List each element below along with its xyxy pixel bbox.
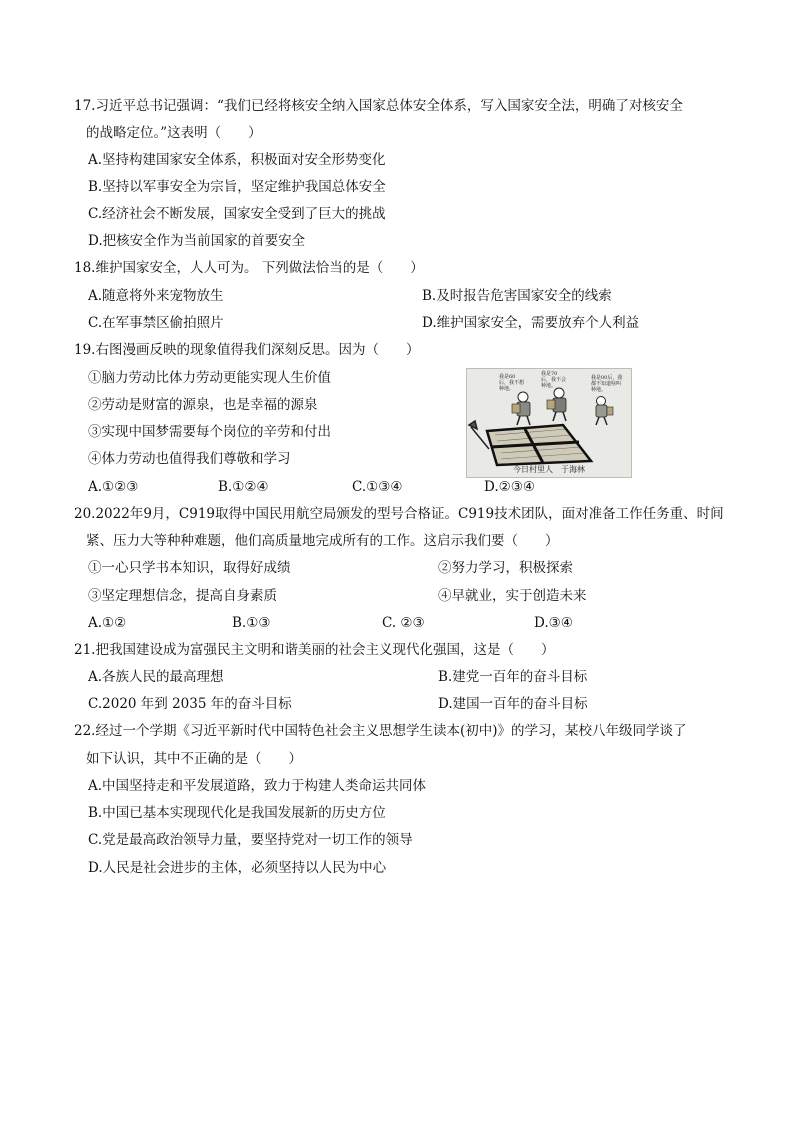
q18-option-a: A.随意将外来宠物放生 [88, 288, 224, 304]
figure-00s [596, 397, 613, 426]
q21-option-a: A.各族人民的最高理想 [88, 669, 224, 685]
q20-statement-2: ②努力学习，积极探索 [438, 560, 573, 576]
q19-statement-4: ④体力劳动也值得我们尊敬和学习 [88, 451, 291, 467]
q19-option-d: D.②③④ [484, 479, 535, 495]
q20-statement-4: ④早就业，实于创造未来 [438, 588, 587, 604]
cartoon-caption: 今日村里人 于海林 [513, 465, 585, 474]
q20-option-c: C. ②③ [382, 615, 425, 631]
q17-stem-line1: 17.习近平总书记强调：“我们已经将核安全纳入国家总体安全体系，写入国家安全法，明确了对核安全 [74, 98, 683, 114]
q19-cartoon-image [466, 368, 632, 478]
q21-stem: 21.把我国建设成为富强民主文明和谐美丽的社会主义现代化强国，这是（ ） [74, 642, 555, 658]
q20-statement-3: ③坚定理想信念，提高自身素质 [88, 588, 277, 604]
q22-option-a: A.中国坚持走和平发展道路，致力于构建人类命运共同体 [88, 778, 427, 794]
q20-option-b: B.①③ [232, 615, 271, 631]
q21-option-b: B.建党一百年的奋斗目标 [438, 669, 588, 685]
q20-option-d: D.③④ [534, 615, 573, 631]
cartoon-bubble-2: 我是70后，我不会种地。 [541, 371, 567, 389]
q17-option-d: D.把核安全作为当前国家的首要安全 [88, 233, 306, 249]
q18-option-c: C.在军事禁区偷拍照片 [88, 315, 224, 331]
q19-option-a: A.①②③ [88, 479, 139, 495]
q19-stem: 19.右图漫画反映的现象值得我们深刻反思。因为（ ） [74, 342, 420, 358]
q20-stem-line1: 20.2022年9月，C919取得中国民用航空局颁发的型号合格证。C919技术团队，面对准备工作任务重、时间 [74, 506, 724, 522]
q21-option-d: D.建国一百年的奋斗目标 [438, 696, 588, 712]
cartoon-bubble-3: 我是00后，我都不知道啥叫种地。 [591, 375, 623, 393]
q17-stem-line2: 的战略定位。”这表明（ ） [86, 125, 262, 141]
q17-option-a: A.坚持构建国家安全体系，积极面对安全形势变化 [88, 152, 386, 168]
q18-stem: 18.维护国家安全，人人可为。 下列做法恰当的是（ ） [74, 260, 424, 276]
q19-option-b: B.①②④ [218, 479, 269, 495]
figure-70s [547, 388, 566, 421]
q22-stem-line1: 22.经过一个学期《习近平新时代中国特色社会主义思想学生读本(初中)》的学习，某校八年级同学谈了 [74, 723, 687, 739]
q22-stem-line2: 如下认识，其中不正确的是（ ） [86, 751, 302, 767]
q20-option-a: A.①② [88, 615, 127, 631]
q19-statement-2: ②劳动是财富的源泉，也是幸福的源泉 [88, 397, 318, 413]
q18-option-b: B.及时报告危害国家安全的线索 [422, 288, 612, 304]
q19-option-c: C.①③④ [352, 479, 403, 495]
q21-option-c: C.2020 年到 2035 年的奋斗目标 [88, 696, 292, 712]
q19-statement-3: ③实现中国梦需要每个岗位的辛劳和付出 [88, 424, 331, 440]
hoe [469, 421, 489, 449]
q20-stem-line2: 紧、压力大等种种难题，他们高质量地完成所有的工作。这启示我们要（ ） [86, 533, 559, 549]
q22-option-d: D.人民是社会进步的主体，必须坚持以人民为中心 [88, 860, 387, 876]
q18-option-d: D.维护国家安全，需要放弃个人利益 [422, 315, 640, 331]
q17-option-b: B.坚持以军事安全为宗旨，坚定维护我国总体安全 [88, 179, 386, 195]
q22-option-c: C.党是最高政治领导力量，要坚持党对一切工作的领导 [88, 832, 413, 848]
q20-statement-1: ①一心只学书本知识，取得好成绩 [88, 560, 291, 576]
q19-statement-1: ①脑力劳动比体力劳动更能实现人生价值 [88, 370, 331, 386]
figure-60s [512, 392, 530, 425]
q22-option-b: B.中国已基本实现现代化是我国发展新的历史方位 [88, 805, 386, 821]
cartoon-bubble-1: 我是60后，我不想种地。 [499, 374, 525, 392]
q17-option-c: C.经济社会不断发展，国家安全受到了巨大的挑战 [88, 206, 386, 222]
